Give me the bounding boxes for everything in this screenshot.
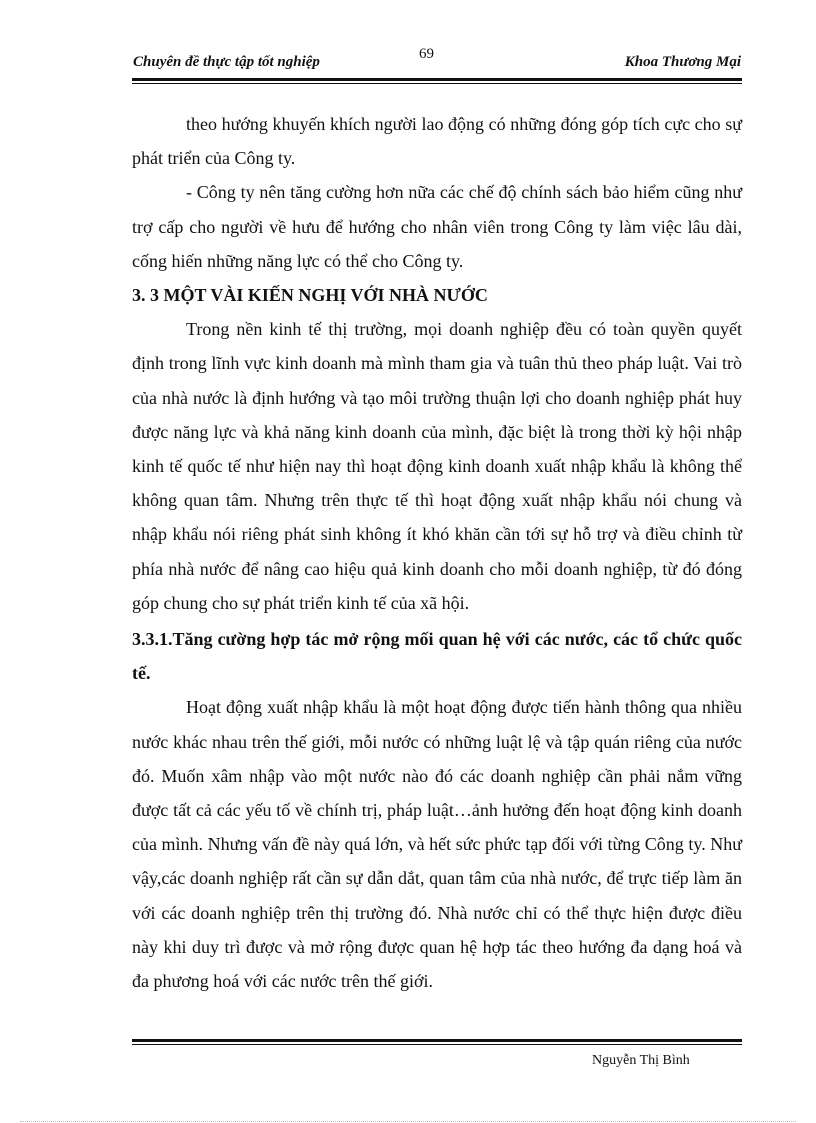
header-rule-thin [132,83,742,84]
paragraph-market-economy: Trong nền kinh tế thị trường, mọi doanh nghiệp đều có toàn quyền quyết định trong lĩnh vực kinh doanh mà mình tham gia và tuân thủ theo pháp luật. Vai trò của nhà nước là định hướng và tạo môi trường thuận lợi cho doanh nghiệp phát huy được năng lực và khả năng kinh doanh của mình, đặc biệt là trong thời kỳ hội nhập kinh tế quốc tế như hiện nay thì hoạt động kinh doanh xuất nhập khẩu là không thể không quan tâm. Nhưng trên thực tế thì hoạt động xuất nhập khẩu nói chung và nhập khẩu nói riêng phát sinh không ít khó khăn cần tới sự hỗ trợ và điều chỉnh từ phía nhà nước để nâng cao hiệu quả kinh doanh cho mỗi doanh nghiệp, từ đó đóng góp chung cho sự phát triển kinh tế của xã hội. [132,319,742,613]
document-body [132,107,742,998]
footer-author: Nguyễn Thị Bình [592,1053,690,1068]
header-document-type: Chuyên đề thực tập tốt nghiệp [133,54,320,70]
page-number: 69 [419,46,434,62]
paragraph-insurance: - Công ty nên tăng cường hơn nữa các chế độ chính sách bảo hiểm cũng như trợ cấp cho người về hưu để hướng cho nhân viên trong Công ty làm việc lâu dài, cống hiến những năng lực có thể cho Công ty. [132,182,742,271]
paragraph-continuation: theo hướng khuyến khích người lao động có những đóng góp tích cực cho sự phát triển của Công ty. [132,114,742,169]
page-header [133,46,741,76]
paragraph-import-export: Hoạt động xuất nhập khẩu là một hoạt động được tiến hành thông qua nhiều nước khác nhau trên thế giới, mỗi nước có những luật lệ và tập quán riêng của nước đó. Muốn xâm nhập vào một nước nào đó các doanh nghiệp cần phải nắm vững được tất cả các yếu tố về chính trị, pháp luật…ảnh hưởng đến hoạt động kinh doanh của mình. Nhưng vấn đề này quá lớn, và hết sức phức tạp đối với từng Công ty. Như vậy,các doanh nghiệp rất cần sự dẫn dắt, quan tâm của nhà nước, để trực tiếp làm ăn với các doanh nghiệp trên thị trường đó. Nhà nước chỉ có thể thực hiện được điều này khi duy trì được và mở rộng được quan hệ hợp tác theo hướng đa dạng hoá và đa phương hoá với các nước trên thế giới. [132,697,742,992]
subsection-heading: 3.3.1.Tăng cường hợp tác mở rộng mối quan hệ với các nước, các tổ chức quốc tế. [132,629,742,684]
footer-rule-thick [132,1039,742,1042]
footer-rule-thin [132,1044,742,1045]
section-heading: 3. 3 MỘT VÀI KIẾN NGHỊ VỚI NHÀ NƯỚC [132,285,488,306]
header-faculty: Khoa Thương Mại [624,54,741,70]
header-rule-thick [132,78,742,81]
page-bottom-dotted-border [20,1121,796,1122]
